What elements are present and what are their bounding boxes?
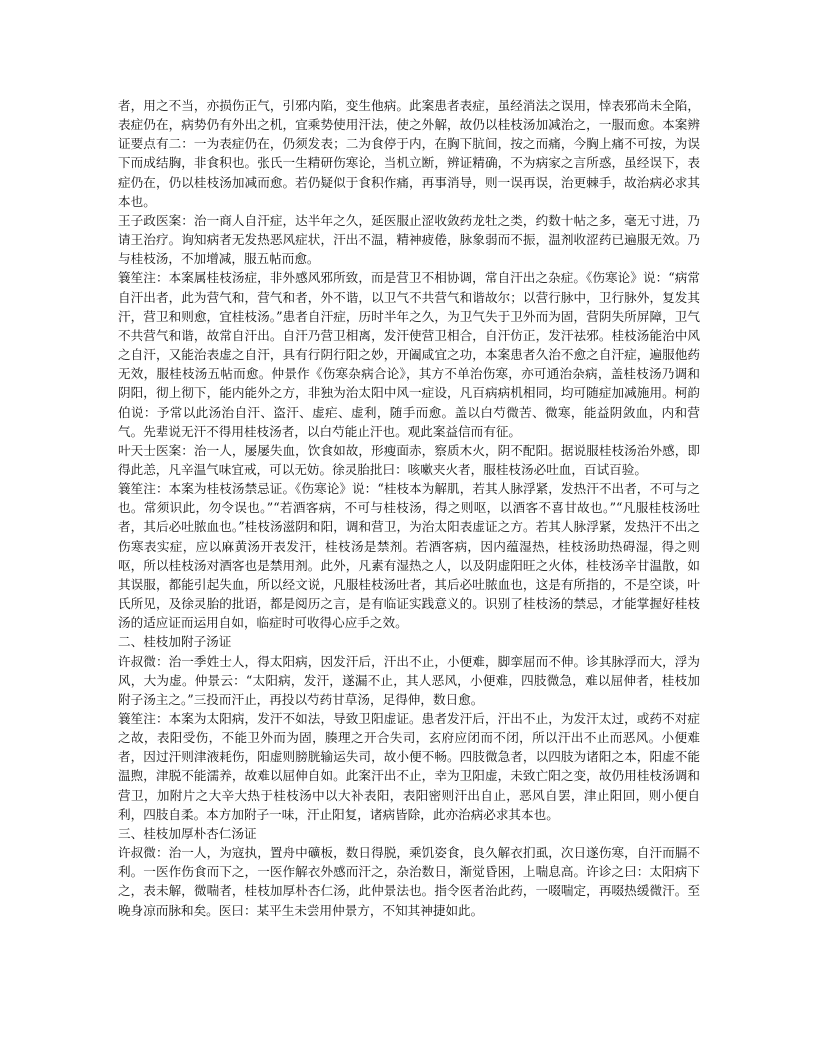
paragraph-wang-commentary: 簔笙注：本案属桂枝汤症，非外感风邪所致，而是营卫不相协调，常自汗出之杂症。《伤寒论》说：“病常自汗出者，此为营气和，营气和者，外不谐，以卫气不共营气和谐故尔；以营行脉中，卫行脉外，复发其汗，营卫和则愈，宜桂枝汤。”患者自汗症，历时半年之久，为卫气失于卫外而为固，营阴失所屏障，卫气不共营气和谐，故常自汗出。自汗乃营卫相离，发汗使营卫相合，自汗仿正，发汗祛邪。桂枝汤能治中风之自汗，又能治表虚之自汗，具有行阴行阳之妙，开阖咸宜之功，本案患者久治不愈之自汗症，遍服他药无效，服桂枝汤五帖而愈。仲景作《伤寒杂病合论》，其方不单治伤寒，亦可通治杂病，盖桂枝汤乃调和阴阳，彻上彻下，能内能外之方，非独为治太阳中风一症设，凡百病病机相同，均可随症加减施用。柯韵伯说：予常以此汤治自汗、盗汗、虚疟、虚利，随手而愈。盖以白芍微苦、微寒，能益阴敛血，内和营气。先辈说无汗不得用桂枝汤者，以白芍能止汗也。观此案益信而有征。: [118, 270, 700, 439]
paragraph-xu-case-2: 许叔微：治一人，为寇执，置舟中礦板，数日得脱，乘饥姿食，良久解衣扪虱，次日遂伤寒，自汗而膈不利。一医作伤食而下之，一医作解衣外感而汗之，杂治数日，渐觉昏困，上喘息高。许诊之曰：太阳病下之，表未解，微喘者，桂枝加厚朴杏仁汤，此仲景法也。指令医者治此药，一啜喘定，再啜热缓微汗。至晚身凉而脉和矣。医曰：某平生未尝用仲景方，不知其神捷如此。: [118, 845, 700, 918]
paragraph-zhang-commentary-end: 者，用之不当，亦损伤正气，引邪内陷，变生他病。此案患者表症，虽经消法之误用，悻表邪尚未全陷，表症仍在，病势仍有外出之机，宜乘势使用汗法，使之外解，故仍以桂枝汤加减治之，一服而愈。本案辨证要点有二：一为表症仍在，仍须发表；二为食停于内，在胸下肮间，按之而痛，今胸上痛不可按，为误下而成结胸，非食积也。张氏一生精研伤寒论，当机立断，辨证精确，不为病家之言所惑，虽经误下，表症仍在，仍以桂枝汤加减而愈。若仍疑似于食积作痛，再事消导，则一误再误，治更棘手，故治病必求其本也。: [118, 98, 700, 209]
paragraph-xu-commentary-1: 簔笙注：本案为太阳病，发汗不如法，导致卫阳虚证。患者发汗后，汗出不止，为发汗太过，或药不对症之故，表阳受伤，不能卫外而为固，腠理之开合失司，玄府应闭而不闭，所以汗出不止而恶风。小便难者，因过汗则津液耗伤，阳虚则膀胱输运失司，故小便不畅。四肢微急者，以四肢为诸阳之本，阳虚不能温煦，津脱不能濡养，故难以屈伸自如。此案汗出不止，幸为卫阳虚，未致亡阳之变，故仍用桂枝汤调和营卫，加附片之大辛大热于桂枝汤中以大补表阳，表阳密则汗出自止，恶风自罢，津止阳回，则小便自利，四肢自柔。本方加附子一味，汗止阳复，诸病皆除，此亦治病必求其本也。: [118, 711, 700, 822]
paragraph-ye-case: 叶天士医案：治一人，屡屡失血，饮食如故，形瘦面赤，察质木火，阴不配阳。据说服桂枝汤治外感，即得此恙，凡辛温气味宜戒，可以无妨。徐灵胎批曰：咳嗽夹火者，服桂枝汤必吐血，百试百验。: [118, 442, 700, 477]
section-heading-3: 三、桂枝加厚朴杏仁汤证: [118, 825, 257, 841]
paragraph-wang-case: 王子政医案：治一商人自汗症，达半年之久，延医服止涩收敛药龙牡之类，约数十帖之多，毫无寸进，乃请王治疗。询知病者无发热恶风症状，汗出不温，精神疲倦，脉象弱而不振，温剂收涩药已遍服无效。乃与桂枝汤，不加增减，服五帖而愈。: [118, 212, 700, 267]
section-heading-2: 二、桂枝加附子汤证: [118, 634, 232, 650]
paragraph-xu-case-1: 许叔微：治一季姓士人，得太阳病，因发汗后，汗出不止，小便难，脚挛屈而不伸。诊其脉浮而大，浮为风，大为虚。仲景云：“太阳病，发汗，遂漏不止，其人恶风，小便难，四肢微急，难以屈伸者，桂枝加附子汤主之。”三投而汗止，再投以芍药甘草汤，足得伸，数日愈。: [118, 653, 700, 707]
paragraph-ye-commentary: 簔笙注：本案为桂枝汤禁忌证。《伤寒论》说：“桂枝本为解肌，若其人脉浮紧，发热汗不出者，不可与之也。常须识此，勿令误也。”“若酒客病，不可与桂枝汤，得之则呕，以酒客不喜甘故也。”“凡服桂枝汤吐者，其后必吐脓血也。”桂枝汤滋阴和阳，调和营卫，为治太阳表虚证之方。若其人脉浮紧，发热汗不出之伤寒表实症，应以麻黄汤开表发汗，桂枝汤是禁剂。若酒客病，因内蕴湿热，桂枝汤助热碍湿，得之则呕，所以桂枝汤对酒客也是禁用剂。此外，凡素有湿热之人，以及阴虚阳旺之火体，桂枝汤辛甘温散，如其误服，都能引起失血，所以经文说，凡服桂枝汤吐者，其后必吐脓血也，这是有所指的，不是空谈，叶氏所见，及徐灵胎的批语，都是阅历之言，是有临证实践意义的。识别了桂枝汤的禁忌，才能掌握好桂枝汤的适应证而运用自如，临症时可收得心应手之效。: [118, 481, 700, 631]
page-body: [118, 96, 700, 920]
